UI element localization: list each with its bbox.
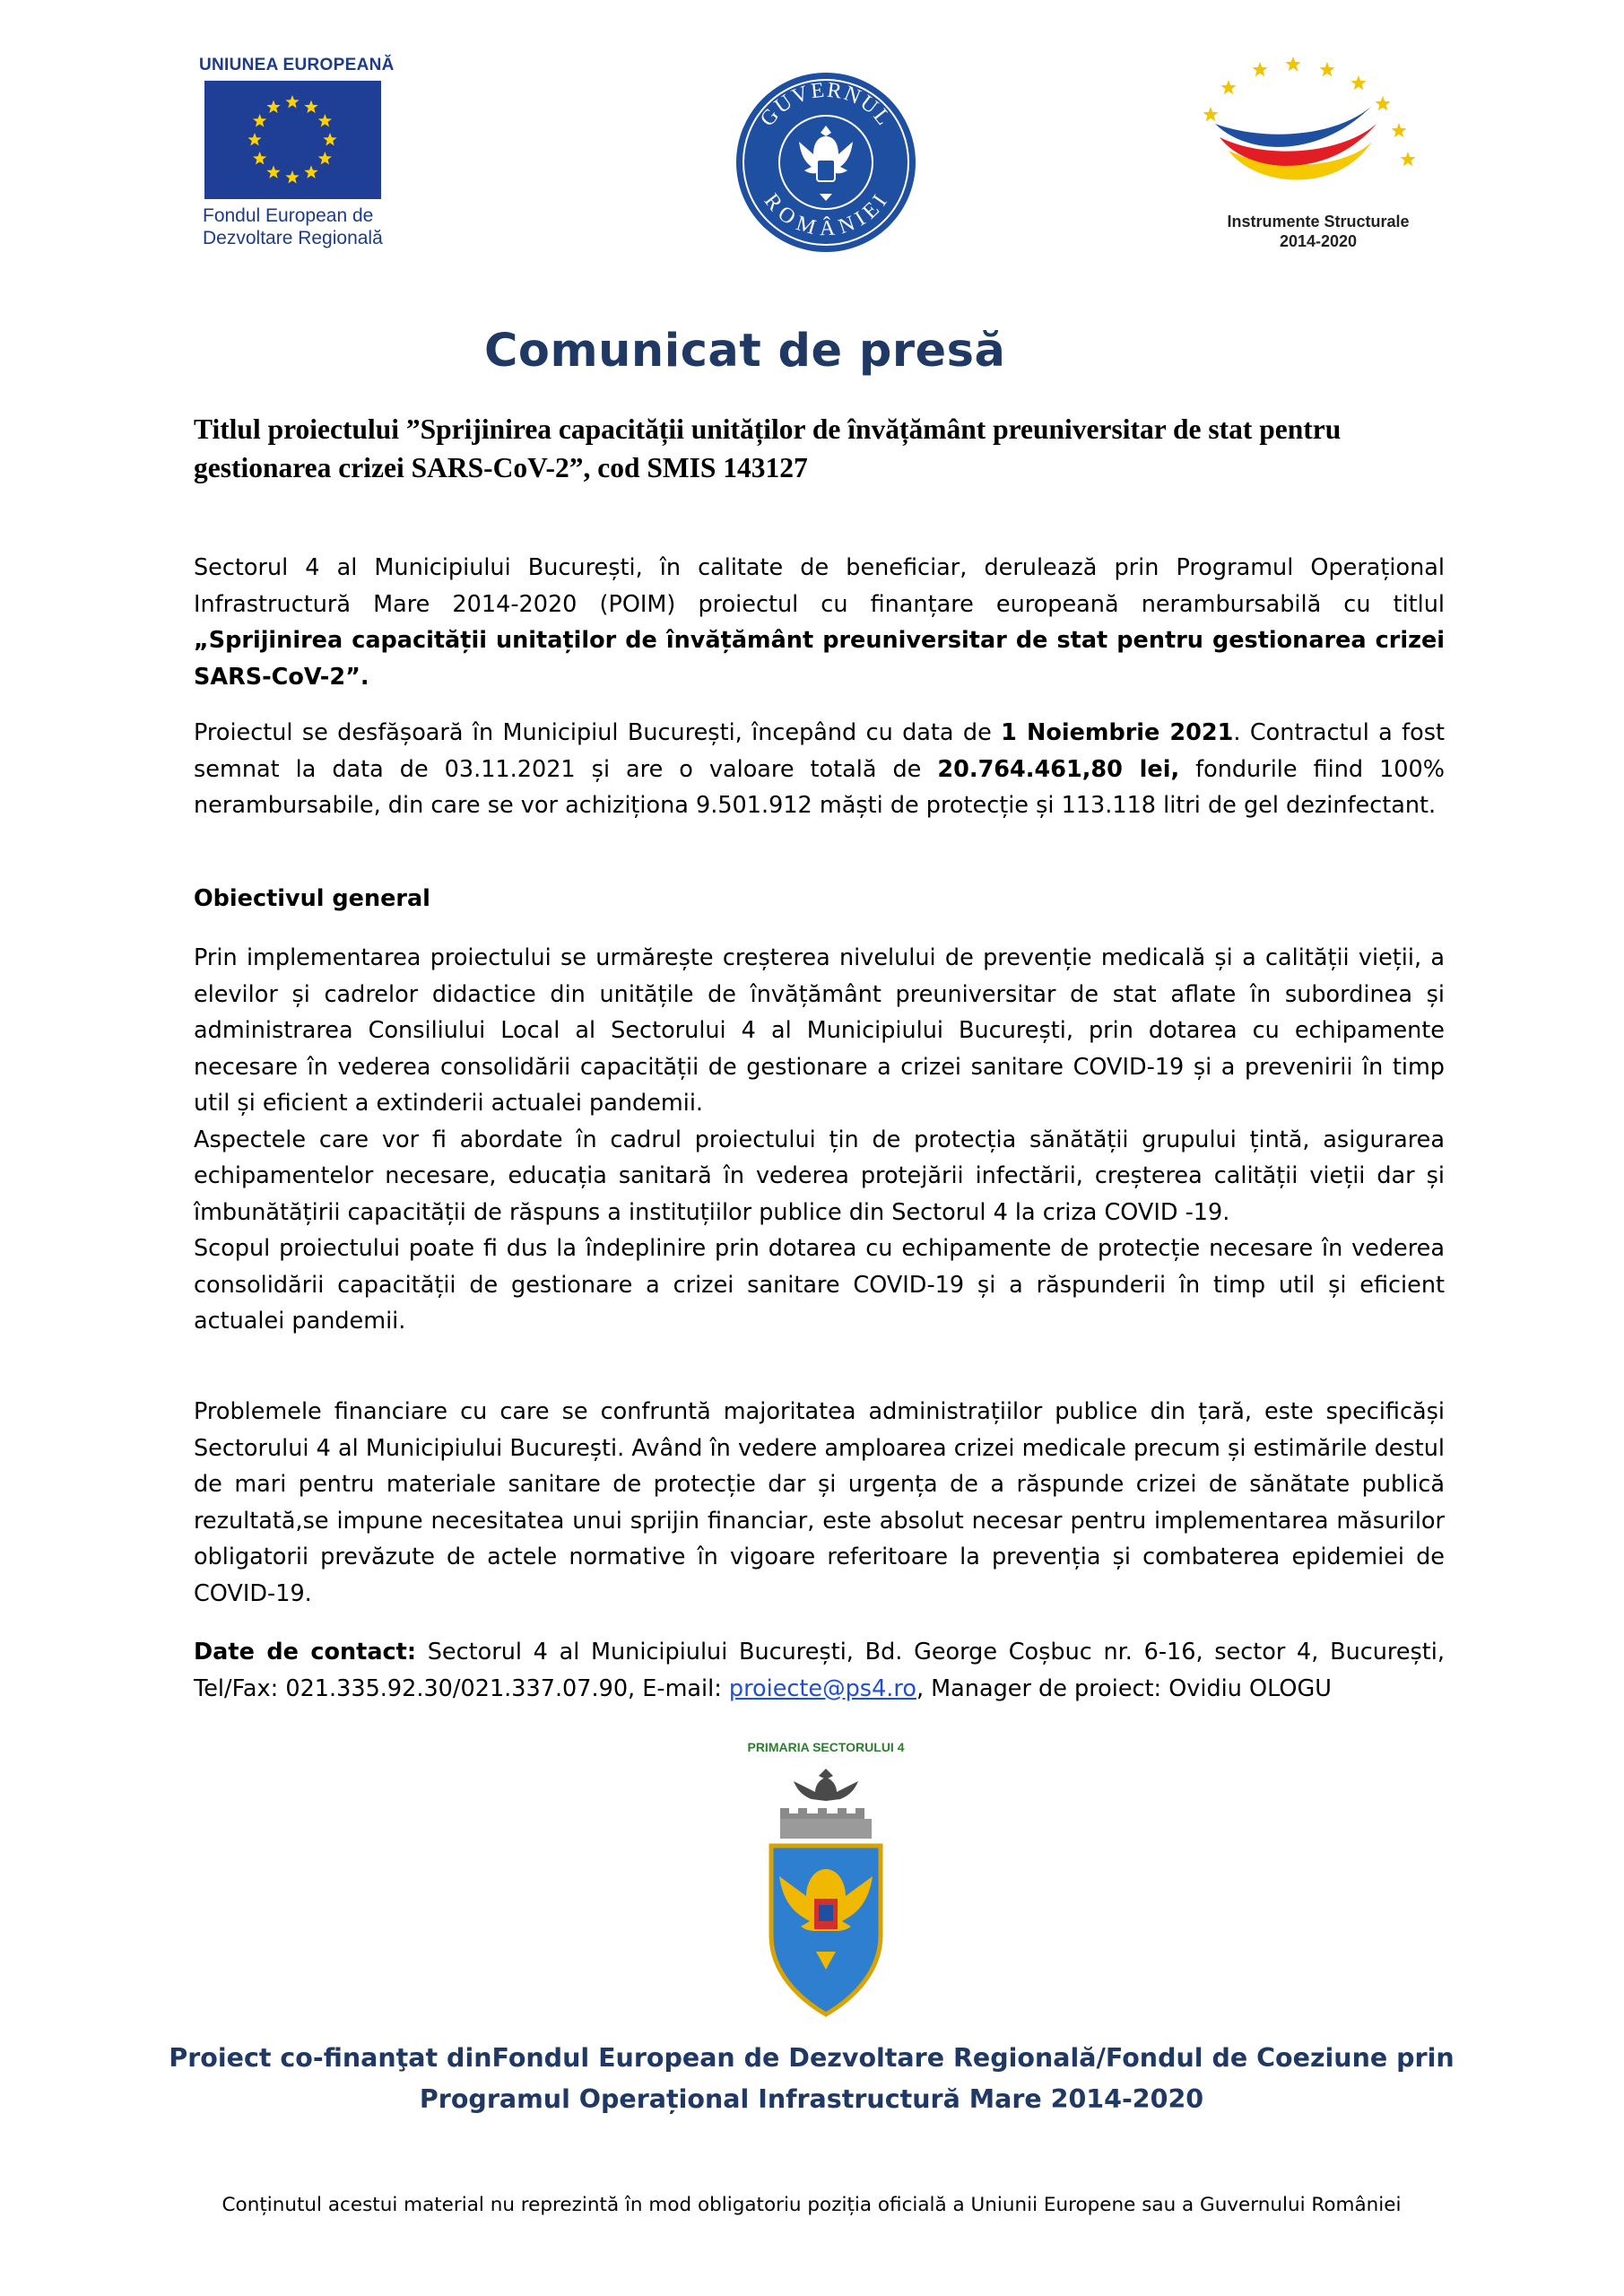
eu-star-icon — [266, 165, 280, 178]
paragraph-objective-3: Scopul proiectului poate fi dus la îndeplinire prin dotarea cu echipamente de protecție necesare în vederea consolidării capacității de gestionare a crizei sanitare COVID-19 și a răspunderii în timp util și eficient actualei pandemii. — [194, 1235, 1445, 1335]
paragraph-objective-1: Prin implementarea proiectului se urmărește creșterea nivelului de prevenție medicală și a calității vieții, a elevilor și cadrelor didactice din unitățile de învățământ preuniversitar de stat aflate în subordinea și administrarea Consiliului Local al Sectorului 4 al Municipiului București, prin dotarea cu echipamente necesare în vederea consolidării capacității de gestionare a crizei sanitare COVID-19 și a prevenirii în timp util și eficient a extinderii actualei pandemii. — [194, 944, 1445, 1117]
contact-address: Sectorul 4 al Municipiului București, Bd. George Coșbuc nr. 6-16, sector 4, București, Tel/Fax: 021.335.92.30/021.337.07.90, E-mail: — [194, 1639, 1445, 1702]
footer-funding — [135, 2038, 1489, 2120]
gov-logo-text-bottom: ROMÂNIEI — [759, 189, 893, 241]
is-logo-title — [1202, 212, 1435, 251]
total-value: 20.764.461,80 lei, — [937, 755, 1180, 783]
eu-star-icon — [253, 152, 266, 164]
is-star-icon — [1400, 152, 1415, 166]
eu-star-icon — [323, 133, 336, 145]
sector4-logo-label: PRIMARIA SECTORULUI 4 — [747, 1740, 905, 1754]
paragraph-details — [194, 715, 1445, 824]
eu-star-icon — [285, 95, 299, 108]
footer-disclaimer: Conținutul acestui material nu reprezintă în mod obligatoriu poziția oficială a Uniunii Europene sau a Guvernului României — [221, 2194, 1402, 2216]
is-logo-title-line2: 2014-2020 — [1279, 232, 1358, 250]
eu-star-icon — [318, 114, 332, 126]
contact-label: Date de contact: — [194, 1639, 417, 1665]
is-star-icon — [1285, 57, 1300, 71]
paragraph-objective-2: Aspectele care vor fi abordate în cadrul proiectului țin de protecția sănătății grupului țintă, asigurarea echipamentelor necesare, educația sanitară în vederea protejării infectării, creșterea calității vieții dar și îmbunătățirii capacității de răspuns a instituțiilor publice din Sectorul 4 la criza COVID -19. — [194, 1126, 1445, 1226]
page-title: Comunicat de presă — [484, 325, 1006, 378]
eu-star-icon — [318, 152, 332, 164]
is-star-icon — [1203, 107, 1218, 121]
paragraph-objective — [194, 940, 1445, 1340]
paragraph-details-text-c: fondurile fiind 100% nerambursabile, din care se vor achiziționa 9.501.912 măști de protecție și 113.118 litri de gel dezinfectant. — [194, 755, 1445, 819]
sector4-logo — [726, 1740, 925, 2036]
eu-star-icon — [266, 100, 280, 113]
eu-logo-subtitle-line2: Dezvoltare Regională — [203, 228, 383, 248]
gov-logo-text-top: GUVERNUL — [755, 78, 897, 132]
eu-logo-title: UNIUNEA EUROPEANĂ — [199, 56, 395, 74]
paragraph-details-text-a: Proiectul se desfășoară în Municipiul București, începând cu data de — [194, 719, 1002, 746]
eu-logo-subtitle-line1: Fondul European de — [203, 205, 374, 226]
footer-funding-line1: Proiect co-finanţat dinFondul European de Dezvoltare Regională/Fondul de Coeziune prin — [169, 2043, 1455, 2073]
objective-heading: Obiectivul general — [194, 885, 430, 912]
paragraph-intro-text: Sectorul 4 al Municipiului București, în calitate de beneficiar, derulează prin Programul Operațional Infrastructură Mare 2014-2020 (POIM) proiectul cu finanțare europeană nerambursabilă cu titlul — [194, 554, 1445, 618]
project-title: Titlul proiectului ”Sprijinirea capacității unităților de învățământ preuniversitar de stat pentru gestionarea crizei SARS-CoV-2”, cod SMIS 143127 — [194, 413, 1342, 483]
project-name-bold: „Sprijinirea capacității unitaților de învățământ preuniversitar de stat pentru gestionarea crizei SARS-CoV-2”. — [194, 627, 1445, 691]
eu-star-icon — [285, 170, 299, 183]
eu-star-icon — [304, 100, 317, 113]
eu-logo-subtitle — [203, 204, 383, 249]
eu-star-icon — [304, 165, 317, 178]
sector4-coat-of-arms-icon — [726, 1763, 925, 2032]
paragraph-financial: Problemele financiare cu care se confruntă majoritatea administrațiilor publice din țară, este specificăși Sectorului 4 al Municipiului București. Având în vedere amploarea crizei medicale precum și estimările destul de mari pentru materiale sanitare de protecție dar și urgența de a răspunde crizei de sănătate publică rezultată,se impune necesitatea unui sprijin financiar, este absolut necesar pentru implementarea măsurilor obligatorii prevăzute de actele normative în vigoare referitoare la prevenția și combaterea epidemiei de COVID-19. — [194, 1398, 1445, 1607]
is-star-icon — [1350, 75, 1366, 90]
contact-manager: , Manager de proiect: Ovidiu OLOGU — [916, 1674, 1332, 1702]
eu-flag-icon — [204, 81, 381, 199]
eu-logo — [199, 56, 395, 251]
is-star-icon — [1319, 62, 1334, 76]
is-star-icon — [1252, 62, 1267, 76]
contact-info — [194, 1634, 1445, 1707]
is-logo-title-line1: Instrumente Structurale — [1227, 213, 1410, 230]
paragraph-details-text-b: . Contractul a fost semnat la data de 03.11.2021 și are o valoare totală de — [194, 719, 1445, 783]
is-star-icon — [1220, 80, 1236, 94]
instrumente-structurale-logo — [1193, 52, 1435, 258]
start-date: 1 Noiembrie 2021 — [1001, 719, 1234, 746]
is-star-icon — [1375, 96, 1390, 110]
paragraph-intro — [194, 550, 1445, 695]
government-logo — [734, 70, 918, 255]
footer-funding-line2: Programul Operațional Infrastructură Mare 2014-2020 — [419, 2084, 1204, 2114]
is-star-icon — [1391, 123, 1406, 137]
eu-star-icon — [253, 114, 266, 126]
eu-star-icon — [248, 133, 261, 145]
contact-email-link[interactable]: proiecte@ps4.ro — [728, 1674, 916, 1702]
